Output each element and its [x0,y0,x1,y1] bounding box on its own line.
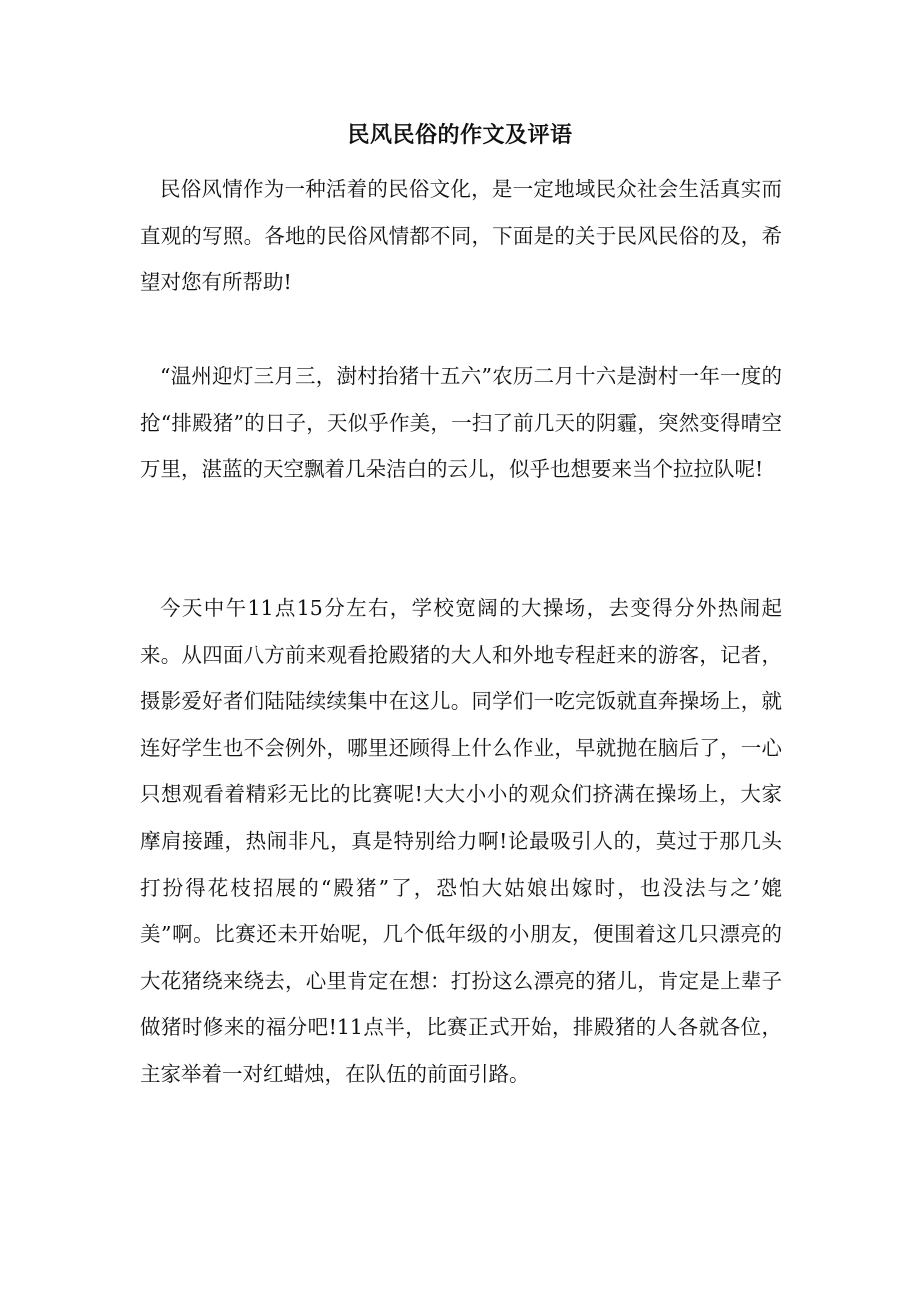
document-title: 民风民俗的作文及评语 [347,122,573,148]
paragraph-school-playground: 今天中午11点15分左右，学校宽阔的大操场，去变得分外热闹起来。从四面八方前来观看抢殿猪的大人和外地专程赶来的游客，记者，摄影爱好者们陆陆续续集中在这儿。同学们一吃完饭就直奔操场上，就连好学生也不会例外，哪里还顾得上什么作业，早就抛在脑后了，一心只想观看着精彩无比的比赛呢!大大小小的观众们挤满在操场上，大家摩肩接踵，热闹非凡，真是特别给力啊!论最吸引人的，莫过于那几头打扮得花枝招展的“殿猪”了，恐怕大姑娘出嫁时，也没法与之’媲美”啊。比赛还未开始呢，几个低年级的小朋友，便围着这几只漂亮的大花猪绕来绕去，心里肯定在想：打扮这么漂亮的猪儿，肯定是上辈子做猪时修来的福分吧!11点半，比赛正式开始，排殿猪的人各就各位，主家举着一对红蜡烛，在队伍的前面引路。 [140,596,782,1086]
paragraph-intro: 民俗风情作为一种活着的民俗文化，是一定地域民众社会生活真实而直观的写照。各地的民俗风情都不同，下面是的关于民风民俗的及，希望对您有所帮助! [140,177,782,295]
paragraph-festival-day: “温州迎灯三月三，澍村抬猪十五六”农历二月十六是澍村一年一度的抢“排殿猪”的日子，天似乎作美，一扫了前几天的阴霾，突然变得晴空万里，湛蓝的天空飘着几朵洁白的云儿，似乎也想要来当个拉拉队呢! [140,364,782,482]
